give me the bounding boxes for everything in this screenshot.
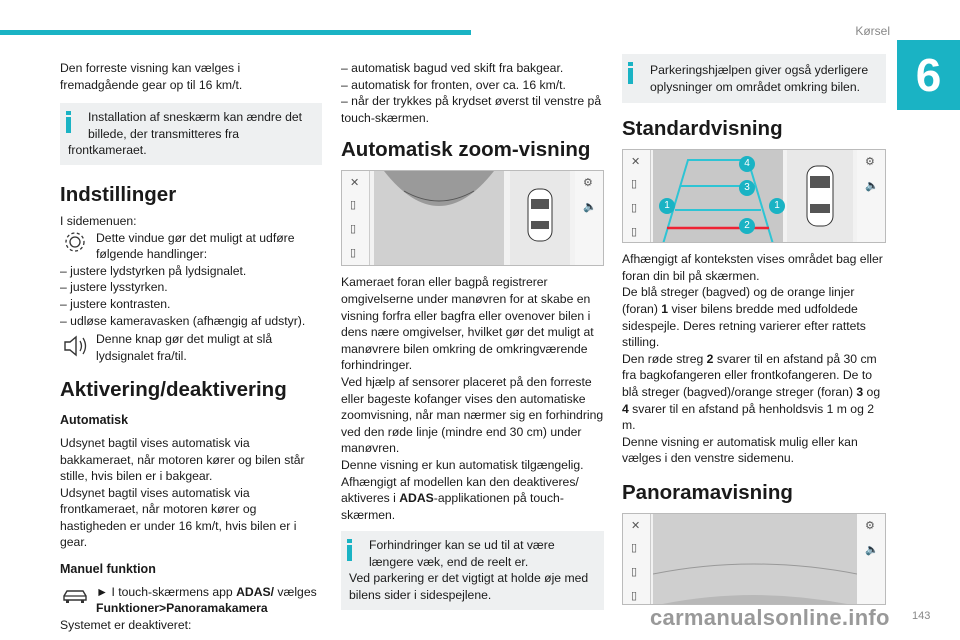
paragraph: I sidemenuen:	[60, 213, 137, 228]
sensor-icon: ▯	[631, 589, 638, 602]
screen-right-menu	[857, 514, 885, 604]
callout-1: 1	[769, 198, 785, 214]
speaker-icon: 🔈	[583, 201, 597, 214]
header-bar	[0, 30, 471, 35]
column-3: Parkeringshjælpen giver også yderligere oplysninger om området omkring bilen. Standardvisning ✕ ▯ ▯ ▯ 4 3 1 2 1 ⚙ 🔈 Afhængigt af konteksten vises området bag eller foran din bil på skærmen. De blå streger (bagved) og de orange linjer (foran) 1 viser bilens bredde med udfoldede sidespejle. Deres retning varierer efter rattets stilling. Den røde streg 2 svarer til en afstand på 30 cm fra bagkofangeren eller frontkofangeren. De to blå streger (bagved)/orange streger (foran) 3 og 4 svarer til en afstand på henholdsvis 1 m og 2 m. Denne visning er automatisk mulig eller kan vælges i den venstre sidemenu. Panoramavisning ✕ ▯ ▯ ▯ ⚙ 🔈	[622, 60, 886, 605]
gear-icon: ⚙	[865, 519, 875, 532]
standard-view-screen	[622, 149, 886, 243]
callout-2: 2	[739, 218, 755, 234]
zoom-view-screen	[341, 170, 604, 266]
callout-4: 4	[739, 156, 755, 172]
heading-zoom: Automatisk zoom-visning	[341, 138, 591, 162]
speaker-icon: 🔈	[865, 180, 879, 193]
speaker-icon: 🔈	[865, 543, 879, 556]
sound-row: Denne knap gør det muligt at slå lydsignalet fra/til.	[60, 331, 322, 364]
info-icon	[66, 111, 71, 131]
rear-camera-view	[653, 150, 783, 243]
screen-side-menu	[623, 150, 651, 242]
callout-3: 3	[739, 180, 755, 196]
sensor-icon: ▯	[631, 226, 638, 239]
sensor-icon: ▯	[631, 565, 638, 578]
screen-right-menu	[575, 171, 603, 265]
gear-icon: ⚙	[865, 156, 875, 169]
camera-icon: ▯	[350, 199, 357, 212]
car-top-view	[510, 171, 570, 266]
screen-side-menu	[342, 171, 370, 265]
callout-1: 1	[659, 198, 675, 214]
car-top-view	[787, 150, 853, 243]
heading-panorama: Panoramavisning	[622, 480, 793, 504]
watermark: carmanualsonline.info	[650, 605, 890, 630]
column-1: Den forreste visning kan vælges i fremadgående gear op til 16 km/t. Installation af sneskærm kan ændre det billede, der transmitteres fra frontkameraet. Indstillinger I sidemenuen: Dette vindue gør det muligt at udføre følgende handlinger: – justere lydstyrken på lydsignalet. – justere lysstyrken. – justere kontrasten. – udløse kameravasken (afhængig af udstyr). Denne knap gør det muligt at slå lydsignalet fra/til. Aktivering/deaktivering Automatisk Udsynet bagtil vises automatisk via bakkameraet, når motoren kører og bilen står stille, hvis bilen er i bakgear. Udsynet bagtil vises automatisk via frontkameraet, når motoren kører og hastigheden er under 16 km/t, hvis bilen er i gear. Manuel funktion ► I touch-skærmens app ADAS/ vælges Funktioner>Panoramakamera Systemet er deaktiveret:	[60, 60, 322, 633]
sensor-icon: ▯	[631, 202, 638, 215]
info-note: Installation af sneskærm kan ændre det billede, der transmitteres fra frontkameraet.	[60, 103, 322, 165]
camera-icon: ▯	[631, 541, 638, 554]
heading-activation: Aktivering/deaktivering	[60, 378, 287, 402]
gear-row: Dette vindue gør det muligt at udføre følgende handlinger:	[60, 230, 322, 263]
sensor-icon: ▯	[350, 247, 357, 260]
chapter-title: Kørsel	[855, 24, 890, 38]
sensor-icon: ▯	[350, 223, 357, 236]
heading-settings: Indstillinger	[60, 182, 177, 206]
heading-standard: Standardvisning	[622, 117, 783, 141]
close-icon: ✕	[631, 519, 641, 532]
close-icon: ✕	[350, 177, 360, 190]
camera-icon: ▯	[631, 178, 638, 191]
screen-side-menu	[623, 514, 651, 604]
close-icon: ✕	[631, 156, 641, 169]
screen-right-menu	[857, 150, 885, 242]
info-icon	[628, 62, 633, 82]
panorama-view-screen	[622, 513, 886, 605]
chapter-number: 6	[897, 40, 960, 110]
gear-icon: ⚙	[583, 177, 593, 190]
speaker-icon	[60, 331, 90, 361]
heading-manual: Manuel funktion	[60, 562, 156, 577]
heading-auto: Automatisk	[60, 413, 129, 428]
info-note: Parkeringshjælpen giver også yderligere oplysninger om området omkring bilen.	[622, 54, 886, 103]
panorama-camera-view	[653, 514, 857, 605]
gear-icon	[60, 230, 90, 254]
info-icon	[347, 539, 352, 559]
car-icon	[60, 584, 90, 608]
manual-row: ► I touch-skærmens app ADAS/ vælges Funktioner>Panoramakamera	[60, 584, 322, 617]
info-note: Forhindringer kan se ud til at være længere væk, end de reelt er. Ved parkering er det vigtigt at holde øje med bilens sider i sidespejlene.	[341, 531, 604, 609]
column-2: – automatisk bagud ved skift fra bakgear. – automatisk for fronten, over ca. 16 km/t. – når der trykkes på krydset øverst til venstre på touch-skærmen. Automatisk zoom-visning ✕ ▯ ▯ ▯ ⚙ 🔈 Kameraet foran eller bagpå registrerer omgivelserne under manøvren for at skabe en visning forfra eller bagfra eller ovenover bilen i dens nære omgivelser, hvilket gør det muligt at manøvrere bilen omkring de omkringværende forhindringer. Ved hjælp af sensorer placeret på den forreste eller bageste kofanger vises den automatiske zoomvisning, når man nærmer sig en forhindring ved den røde linje (mindre end 30 cm) under manøvren. Denne visning er kun automatisk tilgængelig. Afhængigt af modellen kan den deaktiveres/ aktiveres i ADAS-applikationen på touch-skærmen. Forhindringer kan se ud til at være længere væk, end de reelt er. Ved parkering er det vigtigt at holde øje med bilens sider i sidespejlene.	[341, 60, 604, 616]
paragraph: Den forreste visning kan vælges i fremadgående gear op til 16 km/t.	[60, 61, 243, 92]
zoom-camera-view	[374, 171, 504, 266]
page-number: 143	[912, 610, 931, 622]
